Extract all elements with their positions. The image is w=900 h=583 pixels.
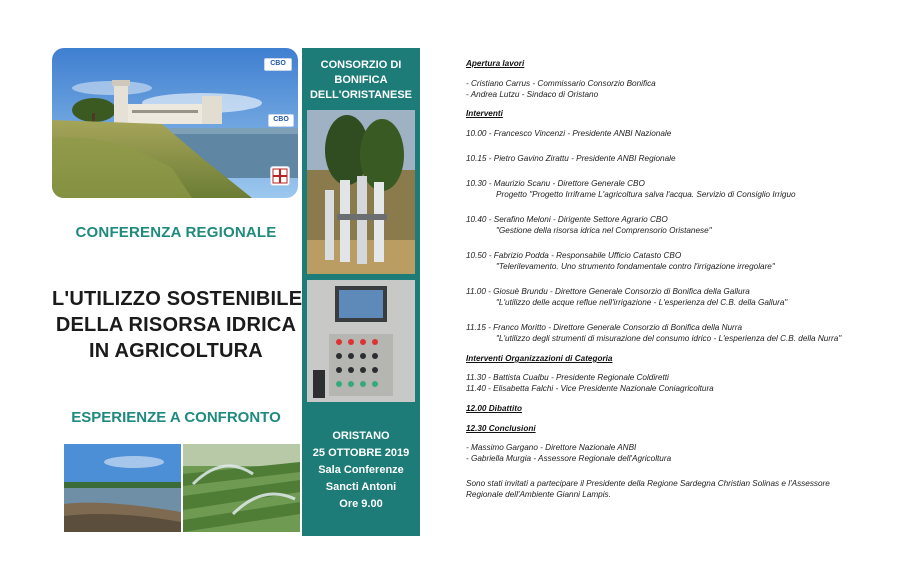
organizer-line: CONSORZIO DI	[320, 59, 402, 71]
program-line: 10.50 - Fabrizio Podda - Responsabile Ufficio Catasto CBO	[466, 251, 682, 260]
landscape-illustration	[52, 48, 298, 198]
organizer-name	[302, 58, 420, 103]
event-date: 25 OTTOBRE 2019	[312, 447, 410, 459]
program-line: - Massimo Gargano - Direttore Nazionale ANBI	[466, 443, 637, 452]
event-city: ORISTANO	[332, 430, 390, 442]
program	[466, 58, 886, 500]
event-time: Ore 9.00	[339, 498, 383, 510]
invitation-note: Regionale dell'Ambiente Gianni Lampis.	[466, 490, 611, 499]
program-line: 11.00 - Giosuè Brundu - Direttore Generale Consorzio di Bonifica della Gallura	[466, 287, 750, 296]
irrigation-sprinklers-photo	[183, 444, 300, 532]
org-heading: Interventi Organizzazioni di Categoria	[466, 354, 613, 363]
organizer-line: BONIFICA	[334, 74, 388, 86]
program-line: - Andrea Lutzu - Sindaco di Oristano	[466, 90, 599, 99]
main-title-line: DELLA RISORSA IDRICA	[55, 314, 297, 336]
conference-hero-photo	[52, 48, 298, 198]
interventi-heading: Interventi	[466, 109, 503, 118]
program-line: 10.15 - Pietro Gavino Zirattu - Presidente ANBI Regionale	[466, 154, 676, 163]
program-subline: Progetto "Progetto Irriframe L'agricoltura salva l'acqua. Servizio di Consiglio Irriguo	[496, 190, 796, 199]
apertura-heading: Apertura lavori	[466, 59, 525, 68]
conclusioni-heading: 12.30 Conclusioni	[466, 424, 536, 433]
program-line: - Cristiano Carrus - Commissario Consorzio Bonifica	[466, 79, 656, 88]
program-subline: "L'utilizzo delle acque reflue nell'irrigazione - L'esperienza del C.B. della Gallura"	[496, 298, 788, 307]
control-panel-photo	[307, 280, 415, 402]
program-subline: "L'utilizzo degli strumenti di misurazione del consumo idrico - L'esperienza del C.B. della Nurra"	[496, 334, 842, 343]
program-line: 11.40 - Elisabetta Falchi - Vice Presidente Nazionale Coniagricoltura	[466, 384, 714, 393]
conference-title: CONFERENZA REGIONALE	[75, 224, 277, 241]
program-line: 10.00 - Francesco Vincenzi - Presidente ANBI Nazionale	[466, 129, 672, 138]
water-pipes-photo	[307, 110, 415, 274]
program-subline: "Gestione della risorsa idrica nel Comprensorio Oristanese"	[496, 226, 712, 235]
invitation-note: Sono stati invitati a partecipare il Presidente della Regione Sardegna Christian Solinas e l'Assessore	[466, 479, 830, 488]
program-line: 10.40 - Serafino Meloni - Dirigente Settore Agrario CBO	[466, 215, 668, 224]
main-title	[52, 286, 303, 364]
event-details	[302, 428, 420, 513]
dibattito-heading: 12.00 Dibattito	[466, 404, 522, 413]
sardinia-coat-of-arms-icon	[270, 166, 290, 186]
program-line: 10.30 - Maurizio Scanu - Direttore Generale CBO	[466, 179, 645, 188]
program-subline: "Telerilevamento. Uno strumento fondamentale contro l'irrigazione irregolare"	[496, 262, 775, 271]
program-line: 11.30 - Battista Cualbu - Presidente Regionale Coldiretti	[466, 373, 669, 382]
main-title-line: IN AGRICOLTURA	[89, 340, 263, 362]
main-title-line: L'UTILIZZO SOSTENIBILE	[52, 288, 303, 310]
cbo-logo-small: CBO	[268, 114, 294, 127]
lagoon-photo	[64, 444, 181, 532]
cbo-logo: CBO	[264, 58, 292, 71]
organizer-line: DELL'ORISTANESE	[309, 89, 413, 101]
program-line: 11.15 - Franco Moritto - Direttore Generale Consorzio di Bonifica della Nurra	[466, 323, 743, 332]
event-venue-name: Sancti Antoni	[325, 481, 397, 493]
subtitle: ESPERIENZE A CONFRONTO	[71, 409, 281, 426]
program-line: - Gabriella Murgia - Assessore Regionale dell'Agricoltura	[466, 454, 672, 463]
event-venue: Sala Conferenze	[318, 464, 404, 476]
